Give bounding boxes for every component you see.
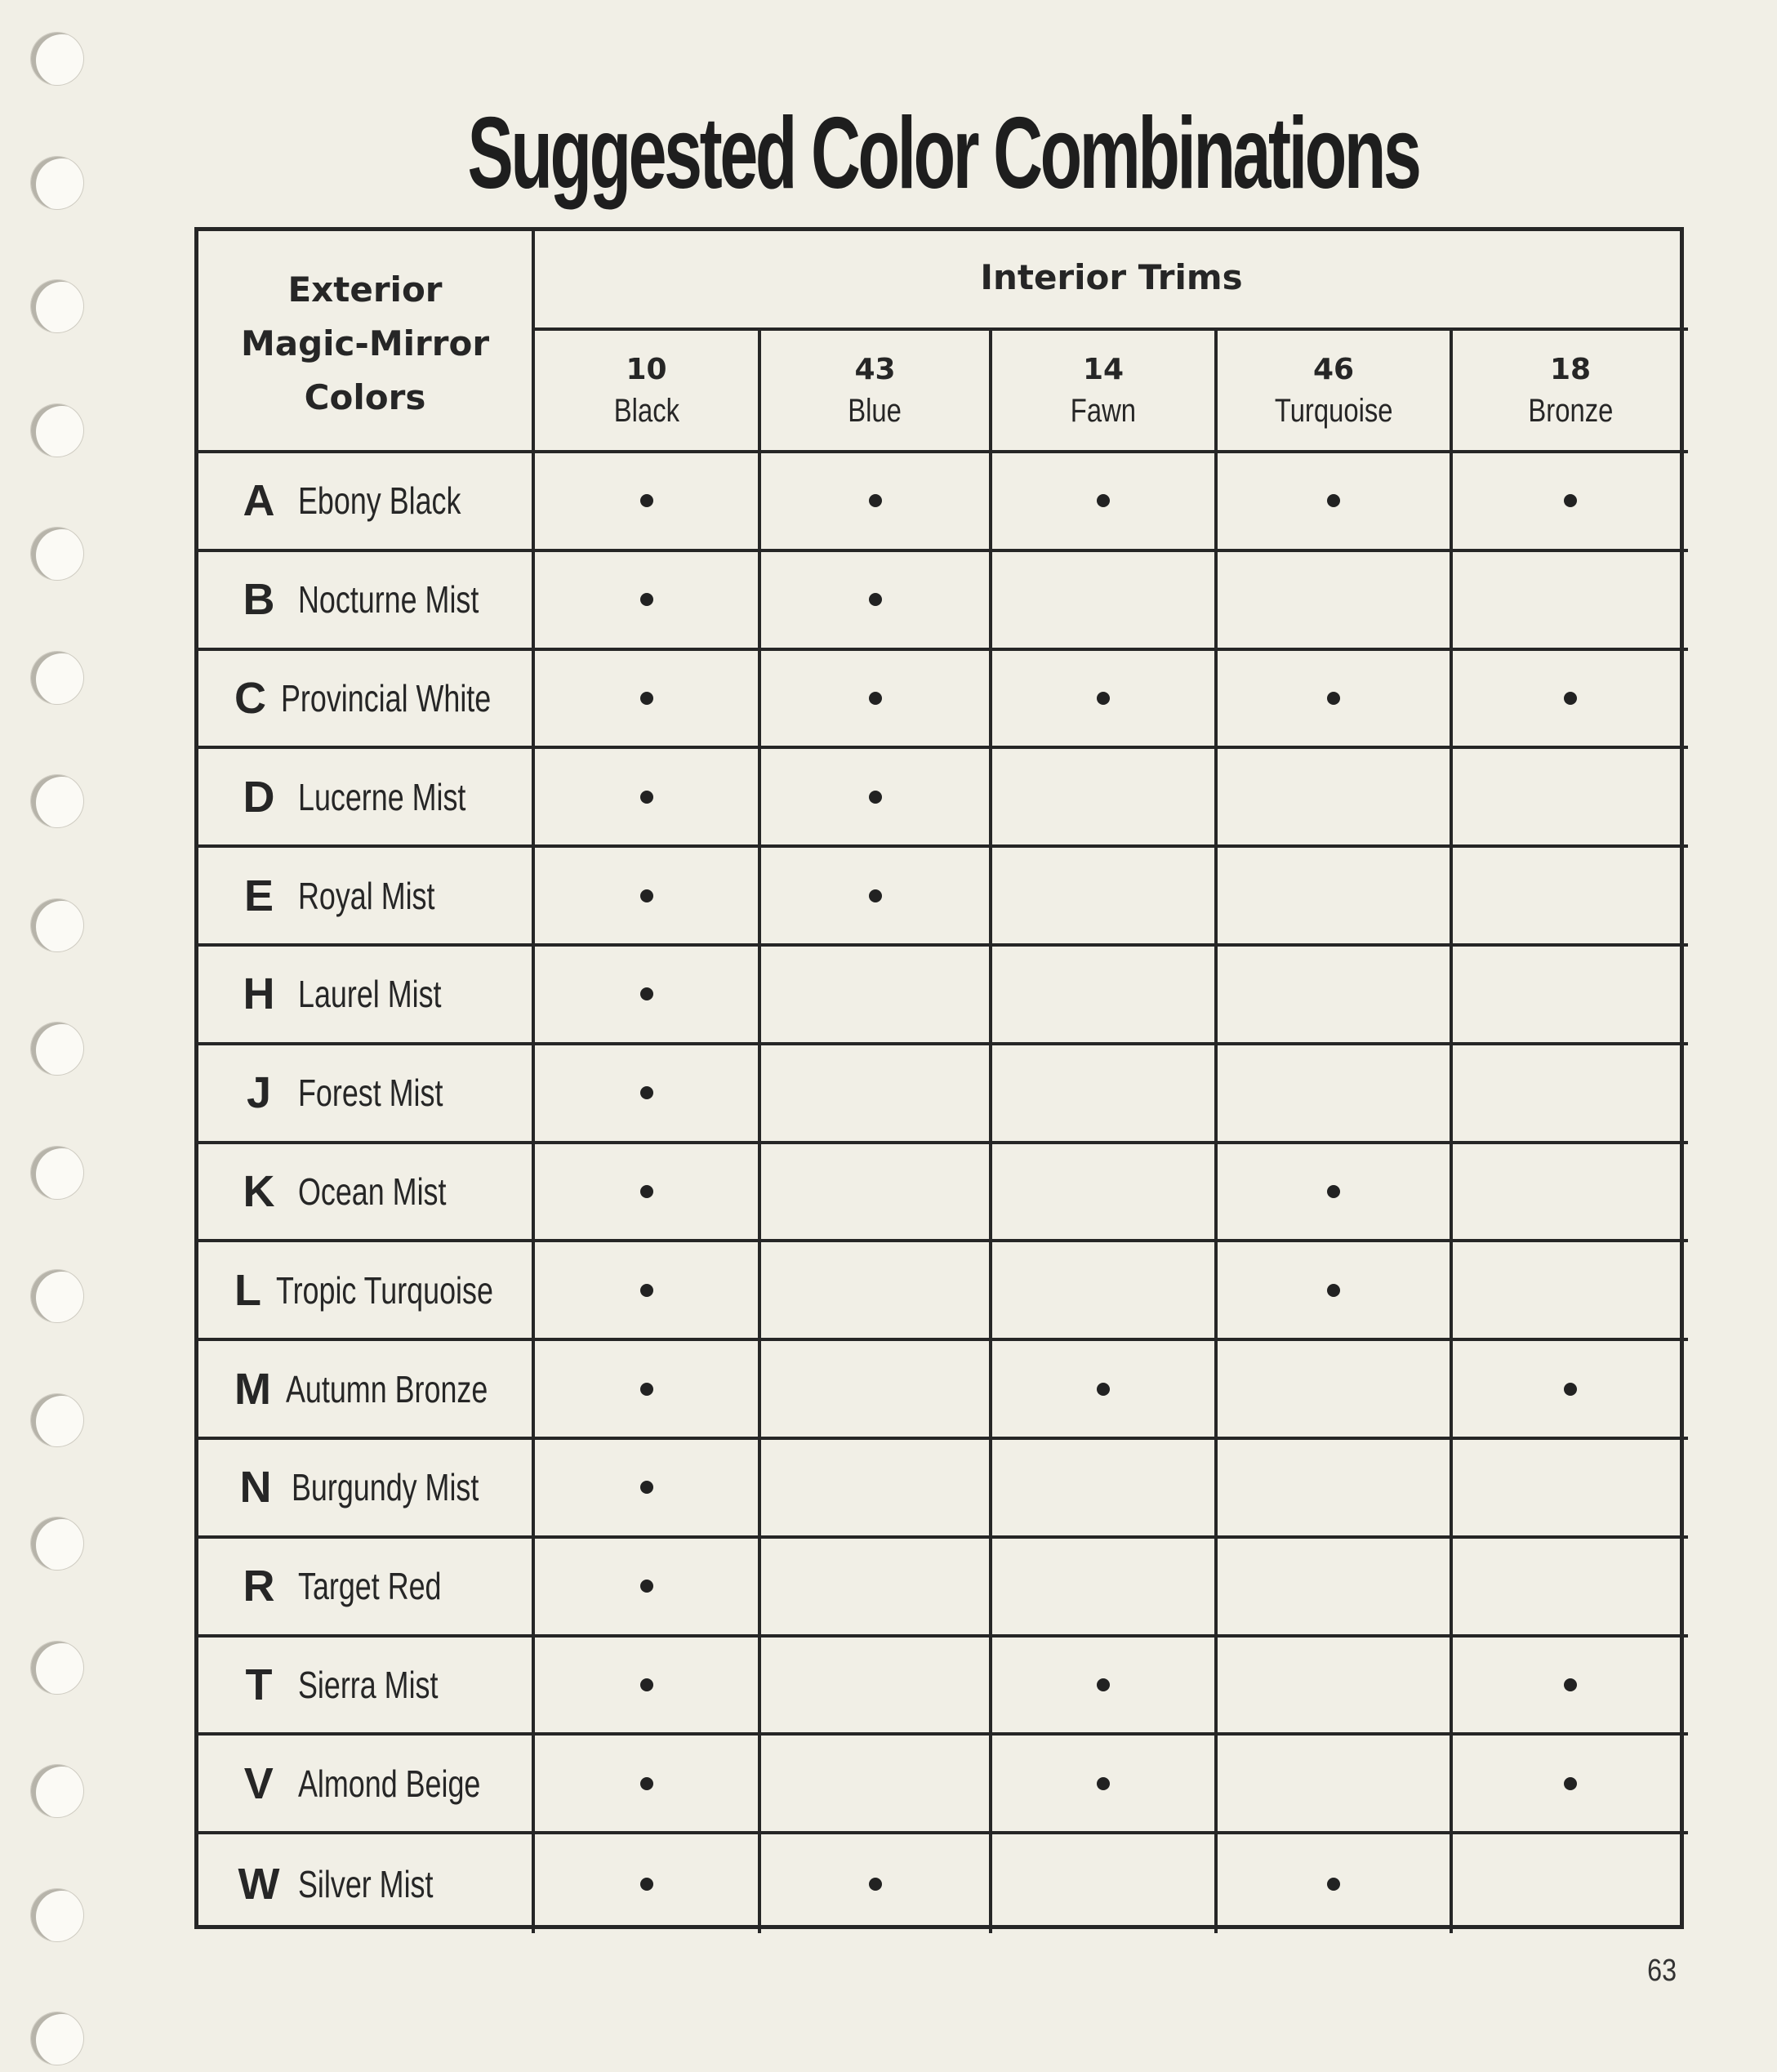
trim-name: Bronze	[1528, 393, 1613, 429]
combination-cell	[992, 1440, 1218, 1539]
color-name: Ocean Mist	[298, 1170, 447, 1213]
combination-cell	[992, 1638, 1218, 1736]
recommended-dot	[1097, 1678, 1110, 1691]
color-code: K	[243, 1166, 275, 1216]
combination-cell	[535, 453, 761, 552]
recommended-dot	[640, 791, 653, 804]
combination-cell	[1218, 1539, 1453, 1638]
exterior-color-label	[198, 453, 535, 552]
recommended-dot	[640, 692, 653, 705]
recommended-dot	[1097, 1777, 1110, 1790]
recommended-dot	[1564, 494, 1577, 507]
combination-cell	[1453, 1736, 1688, 1834]
binder-hole	[31, 2012, 83, 2065]
recommended-dot	[1097, 494, 1110, 507]
recommended-dot	[640, 1185, 653, 1198]
combination-cell	[761, 1045, 992, 1144]
exterior-color-label	[198, 1341, 535, 1440]
binder-hole	[31, 33, 83, 85]
color-name: Royal Mist	[298, 874, 435, 917]
combination-cell	[1218, 749, 1453, 848]
recommended-dot	[1097, 692, 1110, 705]
combination-cell	[992, 1736, 1218, 1834]
trim-header	[992, 331, 1218, 453]
combination-cell	[1218, 1834, 1453, 1933]
trim-number: 43	[854, 353, 896, 386]
exterior-color-label	[198, 1440, 535, 1539]
combination-cell	[1218, 1242, 1453, 1341]
color-code: W	[238, 1859, 280, 1909]
binder-hole	[31, 1270, 83, 1322]
combination-cell	[535, 1440, 761, 1539]
combination-cell	[992, 1242, 1218, 1341]
recommended-dot	[640, 889, 653, 902]
combination-cell	[992, 1834, 1218, 1933]
combination-cell	[761, 848, 992, 947]
color-code: R	[243, 1562, 275, 1611]
binder-hole	[31, 1023, 83, 1075]
interior-trims-header: Interior Trims	[535, 231, 1688, 331]
color-combinations-table	[194, 227, 1684, 1929]
combination-cell	[535, 1638, 761, 1736]
combination-cell	[535, 1736, 761, 1834]
combination-cell	[1453, 1341, 1688, 1440]
recommended-dot	[869, 1878, 882, 1891]
combination-cell	[992, 651, 1218, 750]
exterior-color-label	[198, 1045, 535, 1144]
combination-cell	[992, 749, 1218, 848]
color-code: J	[246, 1068, 272, 1118]
combination-cell	[1218, 1341, 1453, 1440]
recommended-dot	[869, 791, 882, 804]
trim-number: 18	[1549, 353, 1592, 386]
combination-cell	[761, 1736, 992, 1834]
combination-cell	[535, 749, 761, 848]
combination-cell	[992, 1539, 1218, 1638]
combination-cell	[535, 848, 761, 947]
binder-hole	[31, 775, 83, 827]
recommended-dot	[640, 1580, 653, 1593]
binder-hole	[31, 280, 83, 332]
binder-hole	[31, 528, 83, 580]
color-name: Silver Mist	[298, 1862, 434, 1905]
combination-cell	[1218, 1144, 1453, 1243]
recommended-dot	[640, 494, 653, 507]
recommended-dot	[869, 494, 882, 507]
binder-hole	[31, 1642, 83, 1694]
exterior-color-label	[198, 552, 535, 651]
exterior-color-label	[198, 1144, 535, 1243]
page-title: Suggested Color Combinations	[467, 97, 1419, 210]
recommended-dot	[1564, 1777, 1577, 1790]
combination-cell	[1453, 1834, 1688, 1933]
combination-cell	[1218, 453, 1453, 552]
trim-name: Black	[613, 393, 679, 429]
combination-cell	[1453, 651, 1688, 750]
color-code: D	[243, 772, 275, 822]
color-code: A	[243, 476, 275, 526]
recommended-dot	[640, 1284, 653, 1297]
color-name: Autumn Bronze	[285, 1367, 488, 1410]
exterior-header-line: Colors	[304, 377, 426, 417]
combination-cell	[535, 947, 761, 1045]
binder-hole	[31, 404, 83, 457]
binder-hole	[31, 1889, 83, 1941]
color-name: Forest Mist	[298, 1072, 443, 1115]
combination-cell	[992, 1144, 1218, 1243]
trim-number: 10	[626, 353, 667, 386]
combination-cell	[535, 1341, 761, 1440]
combination-cell	[1218, 651, 1453, 750]
combination-cell	[761, 1638, 992, 1736]
combination-cell	[1453, 848, 1688, 947]
combination-cell	[992, 1341, 1218, 1440]
combination-cell	[1453, 1539, 1688, 1638]
combination-cell	[761, 1440, 992, 1539]
combination-cell	[1453, 1242, 1688, 1341]
recommended-dot	[869, 692, 882, 705]
recommended-dot	[640, 1878, 653, 1891]
exterior-color-label	[198, 651, 535, 750]
binder-hole	[31, 1394, 83, 1446]
binder-hole	[31, 1517, 83, 1570]
combination-cell	[1218, 947, 1453, 1045]
combination-cell	[1453, 749, 1688, 848]
recommended-dot	[640, 1481, 653, 1494]
exterior-header-line: Exterior	[287, 270, 443, 310]
color-name: Lucerne Mist	[298, 775, 466, 818]
combination-cell	[535, 651, 761, 750]
color-code: V	[243, 1758, 274, 1808]
color-name: Nocturne Mist	[298, 578, 479, 622]
recommended-dot	[1327, 692, 1340, 705]
recommended-dot	[640, 1678, 653, 1691]
trim-header	[761, 331, 992, 453]
trim-header	[1218, 331, 1453, 453]
recommended-dot	[869, 593, 882, 606]
combination-cell	[761, 552, 992, 651]
color-name: Burgundy Mist	[291, 1466, 479, 1509]
recommended-dot	[1327, 1878, 1340, 1891]
trim-name: Turquoise	[1274, 393, 1393, 429]
combination-cell	[761, 453, 992, 552]
combination-cell	[1218, 1045, 1453, 1144]
color-code: H	[243, 969, 275, 1019]
combination-cell	[1218, 552, 1453, 651]
color-code: C	[234, 673, 266, 723]
exterior-color-label	[198, 947, 535, 1045]
combination-cell	[1218, 1736, 1453, 1834]
combination-cell	[761, 1539, 992, 1638]
combination-cell	[535, 1834, 761, 1933]
combination-cell	[535, 1242, 761, 1341]
binder-hole	[31, 899, 83, 951]
combination-cell	[761, 749, 992, 848]
recommended-dot	[1097, 1383, 1110, 1396]
color-name: Sierra Mist	[298, 1663, 439, 1706]
color-code: B	[243, 575, 275, 625]
combination-cell	[1218, 848, 1453, 947]
combination-cell	[1218, 1638, 1453, 1736]
combination-cell	[992, 453, 1218, 552]
combination-cell	[535, 1045, 761, 1144]
recommended-dot	[1564, 692, 1577, 705]
recommended-dot	[1327, 1185, 1340, 1198]
combination-cell	[1453, 1440, 1688, 1539]
combination-cell	[992, 552, 1218, 651]
recommended-dot	[640, 1383, 653, 1396]
combination-cell	[1453, 552, 1688, 651]
combination-cell	[1453, 1638, 1688, 1736]
binder-hole	[31, 1147, 83, 1199]
combination-cell	[1218, 1440, 1453, 1539]
color-name: Tropic Turquoise	[276, 1268, 493, 1312]
color-name: Almond Beige	[297, 1762, 480, 1805]
color-code: L	[234, 1265, 261, 1315]
recommended-dot	[640, 593, 653, 606]
combination-cell	[535, 552, 761, 651]
combination-cell	[1453, 947, 1688, 1045]
binder-hole	[31, 652, 83, 704]
recommended-dot	[640, 1777, 653, 1790]
combination-cell	[535, 1539, 761, 1638]
combination-cell	[992, 1045, 1218, 1144]
color-name: Ebony Black	[298, 479, 461, 523]
combination-cell	[535, 1144, 761, 1243]
exterior-color-label	[198, 1242, 535, 1341]
trim-header	[1453, 331, 1688, 453]
trim-number: 14	[1082, 353, 1125, 386]
exterior-header-line: Magic-Mirror	[240, 323, 490, 363]
exterior-colors-header	[198, 231, 535, 453]
exterior-color-label	[198, 848, 535, 947]
combination-cell	[1453, 1144, 1688, 1243]
exterior-color-label	[198, 1834, 535, 1933]
combination-cell	[1453, 453, 1688, 552]
combination-cell	[761, 947, 992, 1045]
combination-cell	[761, 1834, 992, 1933]
color-code: N	[239, 1463, 272, 1513]
trim-header	[535, 331, 761, 453]
exterior-color-label	[198, 1736, 535, 1834]
combination-cell	[761, 1242, 992, 1341]
page-number: 63	[1647, 1954, 1677, 1988]
exterior-color-label	[198, 749, 535, 848]
exterior-color-label	[198, 1539, 535, 1638]
recommended-dot	[1564, 1383, 1577, 1396]
exterior-color-label	[198, 1638, 535, 1736]
color-code: T	[245, 1660, 273, 1709]
recommended-dot	[1327, 494, 1340, 507]
binder-hole	[31, 1765, 83, 1817]
combination-cell	[761, 1144, 992, 1243]
recommended-dot	[869, 889, 882, 902]
color-code: E	[243, 871, 274, 920]
color-code: M	[234, 1364, 271, 1414]
recommended-dot	[640, 987, 653, 1000]
combination-cell	[1453, 1045, 1688, 1144]
color-name: Target Red	[298, 1565, 442, 1608]
trim-name: Fawn	[1070, 393, 1137, 429]
recommended-dot	[1327, 1284, 1340, 1297]
combination-cell	[992, 947, 1218, 1045]
recommended-dot	[640, 1086, 653, 1099]
combination-cell	[992, 848, 1218, 947]
recommended-dot	[1564, 1678, 1577, 1691]
combination-cell	[761, 1341, 992, 1440]
trim-number: 46	[1312, 353, 1355, 386]
trim-name: Blue	[848, 393, 902, 429]
color-name: Laurel Mist	[298, 973, 442, 1016]
binder-hole	[31, 157, 83, 209]
color-name: Provincial White	[281, 676, 492, 720]
combination-cell	[761, 651, 992, 750]
